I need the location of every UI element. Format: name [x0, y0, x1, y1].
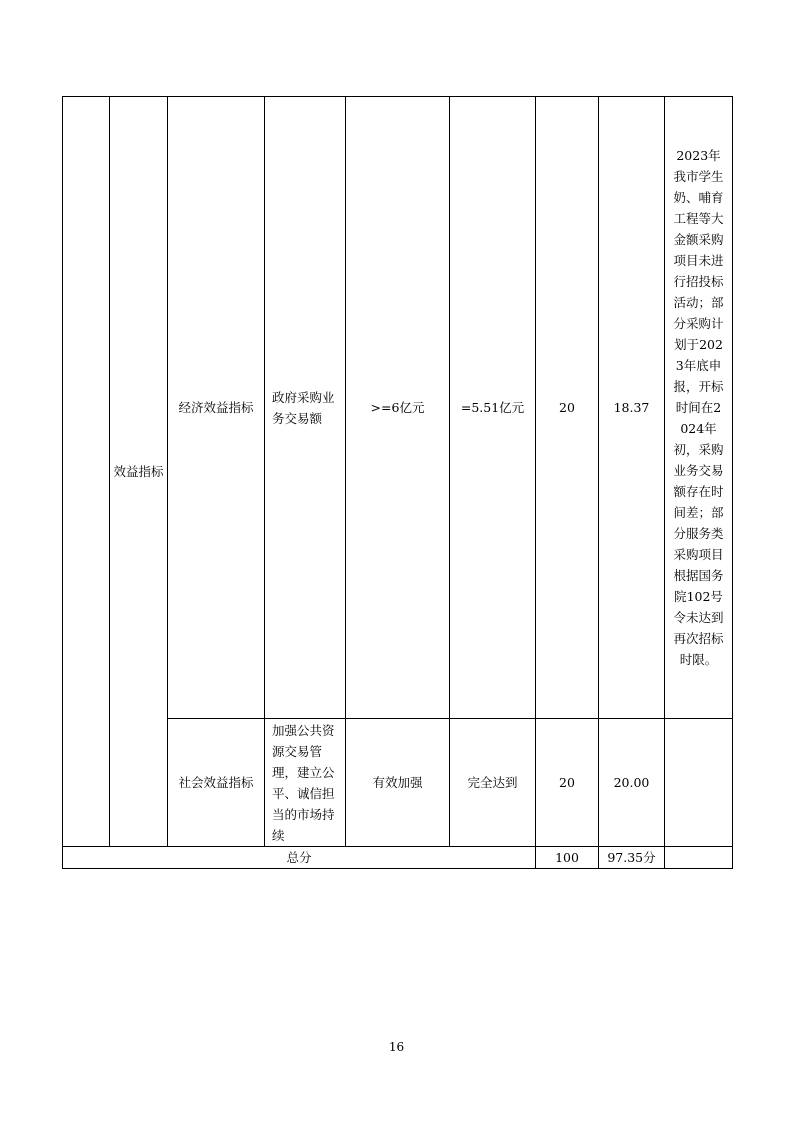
category-label: 效益指标 [113, 464, 164, 479]
sub-indicator-cell [168, 97, 265, 719]
actual-value: =5.51亿元 [460, 400, 525, 415]
actual-cell [450, 719, 536, 847]
total-weight-cell [536, 847, 599, 869]
remark-text: 2023年我市学生奶、哺育工程等大金额采购项目未进行招投标活动；部分采购计划于2023年底申报，开标时间在2024年初，采购业务交易额存在时间差；部分服务类采购项目根据国务院102号令未达到再次招标时限。 [673, 148, 724, 667]
actual-cell [450, 97, 536, 719]
target-value: >=6亿元 [370, 400, 425, 415]
total-weight-value: 100 [555, 850, 579, 865]
remark-cell [665, 719, 733, 847]
score-weight-value: 20 [559, 400, 575, 415]
total-label-cell [63, 847, 536, 869]
total-remark-cell [665, 847, 733, 869]
performance-table [62, 96, 733, 869]
page-number: 16 [388, 1040, 405, 1054]
score-weight-cell [536, 97, 599, 719]
total-row [63, 847, 733, 869]
sub-indicator-label: 社会效益指标 [178, 775, 254, 790]
score-weight-value: 20 [559, 775, 575, 790]
total-label: 总分 [286, 850, 312, 865]
remark-cell [665, 97, 733, 719]
score-weight-cell [536, 719, 599, 847]
detail-cell [265, 97, 346, 719]
score-actual-cell [599, 97, 665, 719]
score-actual-value: 18.37 [613, 400, 650, 415]
detail-cell [265, 719, 346, 847]
target-value: 有效加强 [372, 775, 423, 790]
detail-text: 加强公共资源交易管理，建立公平、诚信担当的市场持续 [272, 722, 335, 843]
sub-indicator-cell [168, 719, 265, 847]
score-actual-cell [599, 719, 665, 847]
detail-text: 政府采购业务交易额 [272, 389, 335, 426]
score-actual-value: 20.00 [613, 775, 650, 790]
sub-indicator-label: 经济效益指标 [178, 400, 254, 415]
total-actual-value: 97.35分 [607, 850, 656, 865]
actual-value: 完全达到 [467, 775, 518, 790]
target-cell [346, 719, 450, 847]
category-cell [110, 97, 168, 847]
table-row [63, 97, 733, 719]
blank-cell [63, 97, 110, 847]
target-cell [346, 97, 450, 719]
total-actual-cell [599, 847, 665, 869]
